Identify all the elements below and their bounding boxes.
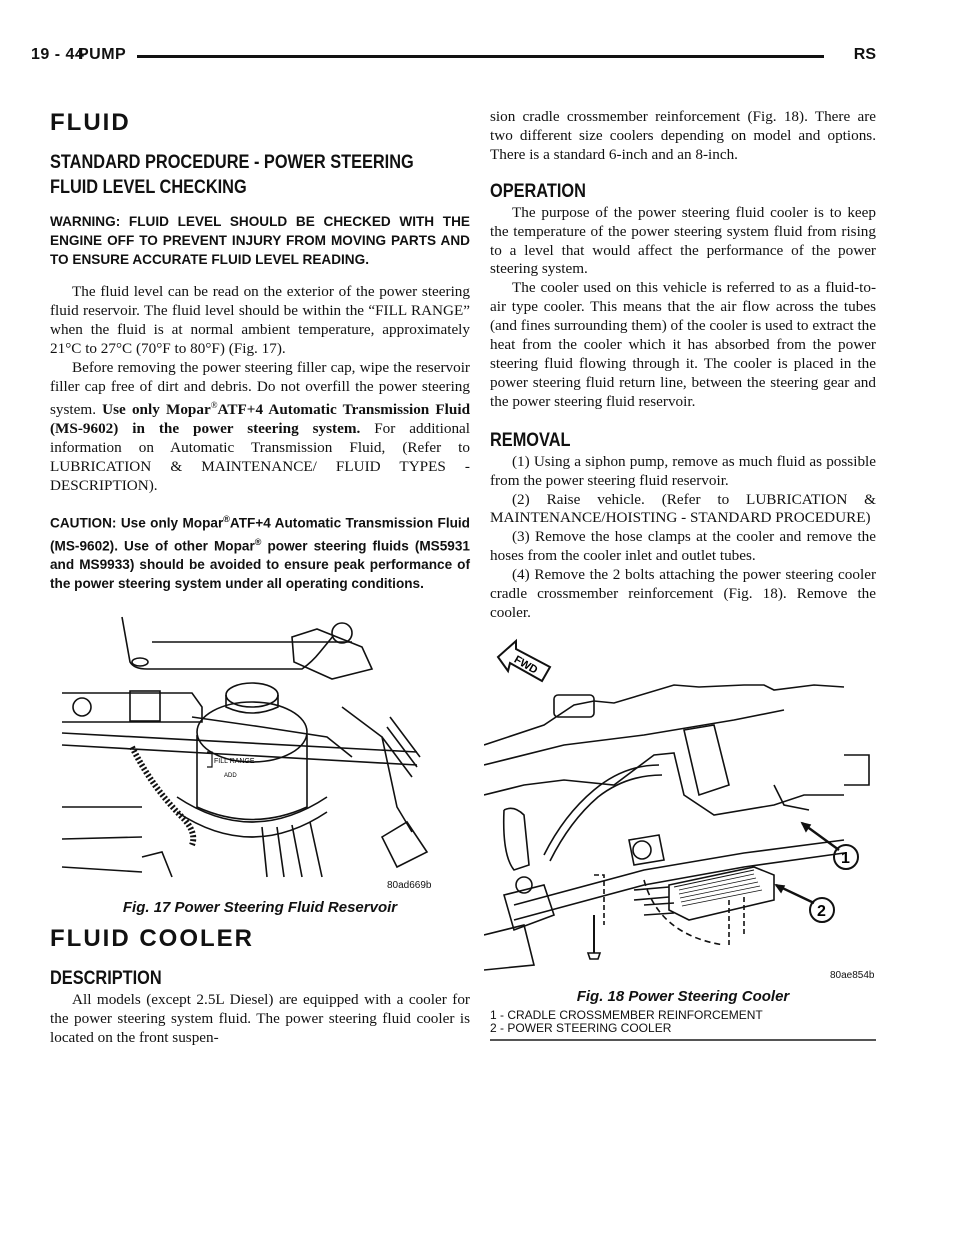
removal-step-3: (3) Remove the hose clamps at the cooler and remove the hoses from the cooler inlet and outlet tubes.: [490, 528, 876, 565]
paragraph-filler-cap: Before removing the power steering filler cap, wipe the reservoir filler cap free of dirt and debris. Do not overfill the power steering system. Use only Mopar®ATF+4 Automatic Transmission Fluid (MS-9602) in the power steering system. For additional information on Automatic Transmission Fluid, (Refer to LUBRICATION & MAINTENANCE/ FLUID TYPES - DESCRIPTION).: [50, 358, 471, 495]
heading-removal: REMOVAL: [490, 429, 571, 451]
figure-18-rule: [490, 1039, 876, 1041]
figure-18-caption: Fig. 18 Power Steering Cooler: [576, 987, 790, 1005]
paragraph-fluid-level: The fluid level can be read on the exterior of the power steering fluid reservoir. The fluid level should be within the “FILL RANGE” when the fluid is at normal ambient temperature, approximately 21°C to 27°C (70°F to 80°F) (Fig. 17).: [50, 283, 470, 357]
header-rule: [137, 55, 824, 58]
caution-text: CAUTION: Use only Mopar®ATF+4 Automatic Transmission Fluid (MS-9602). Use of other Mopar® power steering fluids (MS5931 and MS9933) should be avoided to ensure peak performance of the power steering system under all operating conditions.: [50, 514, 470, 592]
figure-18-legend-item-2: 2 - POWER STEERING COOLER: [490, 1020, 672, 1035]
heading-std-procedure-line1: STANDARD PROCEDURE - POWER STEERING: [50, 152, 414, 173]
svg-text:ADD: ADD: [224, 773, 237, 780]
svg-text:2: 2: [817, 902, 826, 920]
figure-17-image-id: 80ad669b: [387, 880, 432, 892]
figure-18-image-id: 80ae854b: [830, 969, 875, 981]
figure-18-cooler: [490, 635, 876, 980]
paragraph-description: All models (except 2.5L Diesel) are equipped with a cooler for the power steering system fluid. The power steering fluid cooler is located on the front suspen-: [50, 991, 470, 1046]
svg-text:FWD: FWD: [511, 653, 540, 677]
paragraph-operation-cooler-type: The cooler used on this vehicle is referred to as a fluid-to-air type cooler. This means that the air flow across the tubes (and fines surrounding them) of the cooler is used to extract the heat from the cooler which it has absorbed from the power steering fluid flowing through it. The cooler is placed in the power steering fluid return line, between the steering gear and the power steering fluid reservoir.: [490, 279, 876, 410]
left-column: [50, 108, 470, 1048]
page-number: 19 - 44: [31, 46, 85, 63]
heading-fluid-cooler: FLUID COOLER: [50, 925, 254, 953]
model-code: RS: [853, 46, 876, 63]
warning-text: WARNING: FLUID LEVEL SHOULD BE CHECKED WITH THE ENGINE OFF TO PREVENT INJURY FROM MOVING PARTS AND TO ENSURE ACCURATE FLUID LEVEL READING.: [50, 214, 470, 267]
removal-step-2: (2) Raise vehicle. (Refer to LUBRICATION & MAINTENANCE/HOISTING - STANDARD PROCEDURE): [490, 490, 876, 527]
section-title: PUMP: [78, 46, 127, 63]
removal-step-4: (4) Remove the 2 bolts attaching the power steering cooler cradle crossmember reinforcement (Fig. 18). Remove the cooler.: [490, 566, 876, 621]
figure-17-reservoir: [50, 607, 470, 907]
figure-17-caption: Fig. 17 Power Steering Fluid Reservoir: [122, 899, 398, 917]
reservoir-illustration-icon: [52, 607, 462, 887]
heading-description: DESCRIPTION: [50, 968, 162, 990]
heading-fluid: FLUID: [50, 109, 131, 136]
removal-step-1: (1) Using a siphon pump, remove as much fluid as possible from the power steering fluid reservoir.: [490, 452, 876, 489]
svg-text:FILL RANGE: FILL RANGE: [214, 758, 255, 766]
right-column: [490, 108, 876, 1041]
heading-std-procedure-line2: FLUID LEVEL CHECKING: [50, 177, 247, 198]
figure-18-legend-item-1: 1 - CRADLE CROSSMEMBER REINFORCEMENT: [490, 1007, 763, 1022]
cooler-illustration-icon: [484, 635, 874, 975]
paragraph-description-continued: sion cradle crossmember reinforcement (Fig. 18). There are two different size coolers depending on model and options. There is a standard 6-inch and an 8-inch.: [490, 108, 876, 163]
paragraph-operation-purpose: The purpose of the power steering fluid cooler is to keep the temperature of the power steering system fluid from rising to a level that would affect the performance of the power steering system.: [490, 203, 876, 278]
heading-operation: OPERATION: [490, 180, 586, 202]
page-header: [31, 46, 876, 68]
svg-text:1: 1: [841, 849, 850, 867]
